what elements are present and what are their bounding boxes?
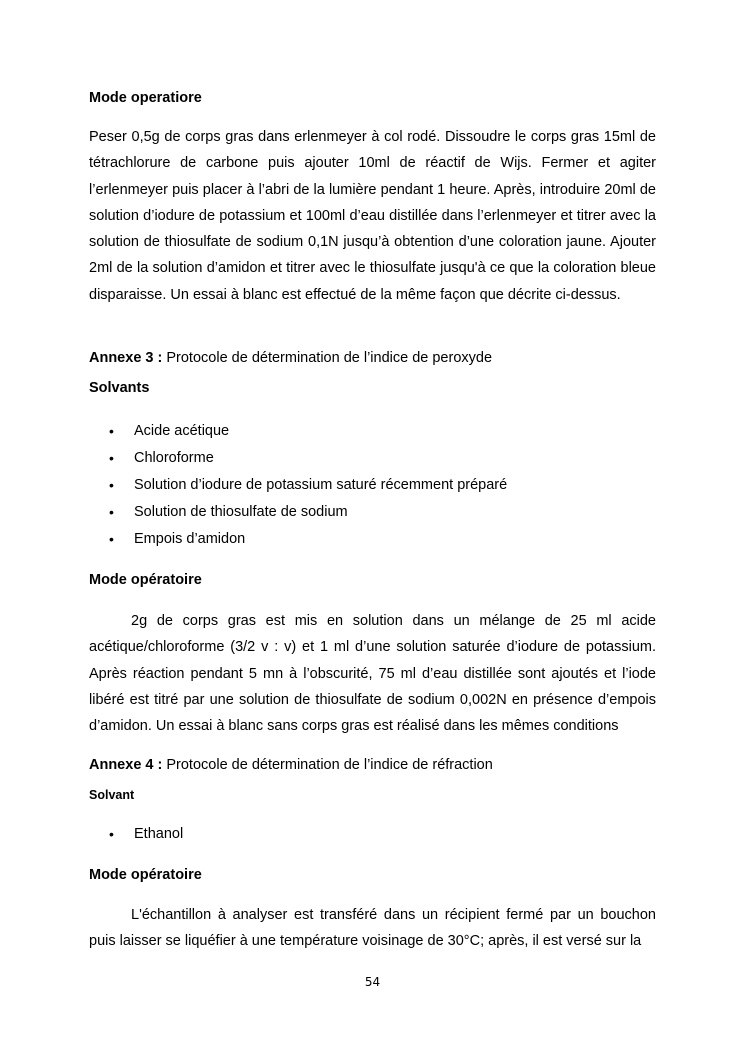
annex-4-label: Annexe 4 : [89,757,163,773]
bullet-icon: • [109,504,114,520]
annex-4-title-text: Protocole de détermination de l’indice de réfraction [162,757,493,773]
solvant-heading: Solvant [89,788,135,802]
solvants-heading: Solvants [89,380,150,396]
annex-4-title [89,757,493,773]
bullet-icon: • [109,531,114,547]
paragraph-iodine-procedure: Peser 0,5g de corps gras dans erlenmeyer à col rodé. Dissoudre le corps gras 15ml de tétrachlorure de carbone puis ajouter 10ml de réactif de Wijs. Fermer et agiter l’erlenmeyer puis placer à l’abri de la lumière pendant 1 heure. Après, introduire 20ml de solution d’iodure de potassium et 100ml d’eau distillée dans l’erlenmeyer et titrer avec la solution de thiosulfate de sodium 0,1N jusqu’à obtention d’une coloration jaune. Ajouter 2ml de la solution d’amidon et titrer avec le thiosulfate jusqu'à ce que la coloration bleue disparaisse. Un essai à blanc est effectué de la même façon que décrite ci-dessus. [89,129,656,303]
annex-3-label: Annexe 3 : [89,350,163,366]
list-item: • Solution de thiosulfate de sodium [89,499,507,526]
page-number: 54 [364,975,381,989]
list-item: • Acide acétique [89,418,507,445]
section-heading-mode-operatoire: Mode operatiore [89,90,202,106]
list-item: • Solution d’iodure de potassium saturé récemment préparé [89,472,507,499]
bullet-icon: • [109,826,114,842]
list-item: • Empois d’amidon [89,526,507,553]
mode-operatoire-heading-annex4: Mode opératoire [89,867,202,883]
bullet-icon: • [109,477,114,493]
list-item: • Ethanol [89,821,183,848]
paragraph-refraction-procedure: L'échantillon à analyser est transféré dans un récipient fermé par un bouchon puis laisser se liquéfier à une température voisinage de 30°C; après, il est versé sur la [89,907,656,950]
annex-3-title [89,350,492,366]
solvant-list [89,821,183,848]
solvants-list [89,418,507,553]
bullet-icon: • [109,450,114,466]
annex-3-title-text: Protocole de détermination de l’indice de peroxyde [162,350,493,366]
list-item: • Chloroforme [89,445,507,472]
paragraph-peroxide-procedure: 2g de corps gras est mis en solution dans un mélange de 25 ml acide acétique/chloroforme (3/2 v : v) et 1 ml d’une solution saturée d’iodure de potassium. Après réaction pendant 5 mn à l’obscurité, 75 ml d’eau distillée sont ajoutés et l’iode libéré est titré par une solution de thiosulfate de sodium 0,002N en présence d’empois d’amidon. Un essai à blanc sans corps gras est réalisé dans les mêmes conditions [89,613,656,735]
mode-operatoire-heading-annex3: Mode opératoire [89,572,202,588]
bullet-icon: • [109,423,114,439]
